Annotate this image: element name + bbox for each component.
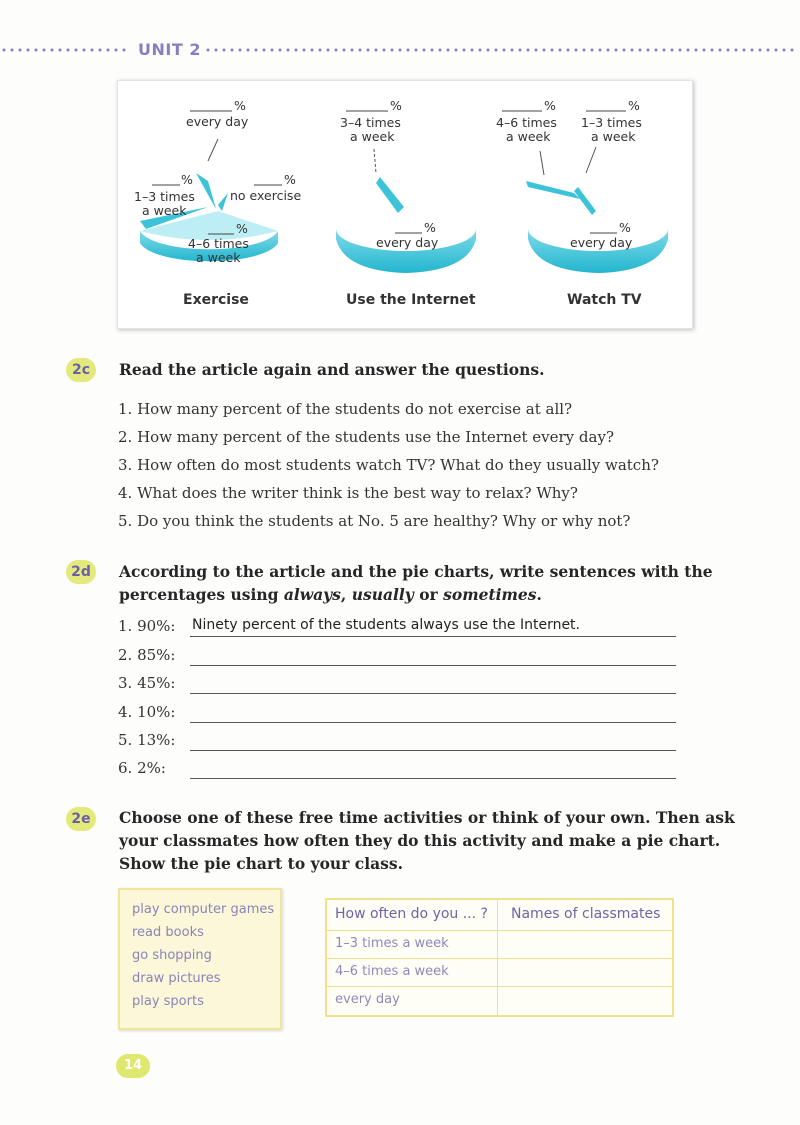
section-2d-title-line1: According to the article and the pie charts, write sentences with the [119, 562, 713, 581]
answer-line-4[interactable] [190, 702, 676, 723]
tv-label-everyday: every day [570, 235, 633, 250]
tv-chart [496, 98, 668, 308]
activity-item: go shopping [132, 948, 212, 963]
internet-pct-everyday: % [424, 220, 436, 235]
table-row [327, 958, 672, 987]
tv-slice-onethree [574, 187, 596, 215]
table-row [327, 986, 672, 1015]
word-usually: usually [351, 585, 414, 604]
tv-label-foursix-b: a week [506, 129, 551, 144]
badge-2e: 2e [66, 807, 96, 831]
internet-leader-threefour [374, 149, 376, 173]
title-comma: , [340, 585, 352, 604]
tv-label-onethree-b: a week [591, 129, 636, 144]
internet-label-threefour-b: a week [350, 129, 395, 144]
internet-slice-threefour [376, 177, 404, 213]
badge-2c: 2c [66, 358, 96, 382]
section-2d-title-line2 [119, 583, 713, 606]
question-4: 4. What does the writer think is the best way to relax? Why? [118, 484, 578, 502]
question-3: 3. How often do most students watch TV? What do they usually watch? [118, 456, 659, 474]
exercise-slice-noexercise [218, 193, 228, 211]
answer-line-6[interactable] [190, 758, 676, 779]
exercise-label-foursix: 4–6 times [188, 236, 249, 251]
title-or: or [413, 585, 444, 604]
table-cell-frequency: every day [335, 992, 400, 1007]
word-always: always [283, 585, 341, 604]
tv-label-onethree: 1–3 times [581, 115, 642, 130]
answer-label-4: 4. 10%: [118, 703, 176, 721]
header-dots-left [0, 48, 128, 52]
table-header-names: Names of classmates [511, 906, 661, 922]
answer-line-3[interactable] [190, 673, 676, 694]
pie-charts-svg [118, 81, 692, 328]
table-cell-frequency: 4–6 times a week [335, 964, 449, 979]
tv-leader-foursix [540, 151, 544, 175]
tv-label-foursix: 4–6 times [496, 115, 557, 130]
exercise-pct-foursix: % [236, 221, 248, 236]
exercise-pct-everyday: % [234, 98, 246, 113]
pie-charts-panel [117, 80, 693, 329]
exercise-label-noexercise: no exercise [230, 188, 302, 203]
activity-item: play computer games [132, 902, 275, 917]
title-end: . [536, 585, 542, 604]
tv-pct-foursix: % [544, 98, 556, 113]
question-5: 5. Do you think the students at No. 5 are healthy? Why or why not? [118, 512, 631, 530]
table-header-frequency: How often do you ... ? [335, 906, 488, 922]
exercise-label-foursix-b: a week [196, 250, 241, 265]
answer-label-1: 1. 90%: [118, 617, 176, 635]
tv-pct-everyday: % [619, 220, 631, 235]
survey-table [325, 898, 674, 1017]
section-2e-title-line2: your classmates how often they do this activity and make a pie chart. [119, 831, 721, 850]
section-2e-title [119, 806, 735, 875]
question-1: 1. How many percent of the students do not exercise at all? [118, 400, 573, 418]
answer-line-5[interactable] [190, 730, 676, 751]
internet-chart [336, 98, 476, 308]
exercise-label-onethree: 1–3 times [134, 189, 195, 204]
section-2e-title-line1: Choose one of these free time activities or think of your own. Then ask [119, 808, 735, 827]
answer-line-2[interactable] [190, 645, 676, 666]
answer-label-2: 2. 85%: [118, 646, 176, 664]
tv-slice-foursix [526, 181, 580, 199]
section-2d-title [119, 560, 713, 606]
internet-title: Use the Internet [346, 292, 476, 308]
table-cell-frequency: 1–3 times a week [335, 936, 449, 951]
unit-label: UNIT 2 [138, 40, 201, 59]
answer-label-3: 3. 45%: [118, 674, 176, 692]
internet-label-everyday: every day [376, 235, 439, 250]
answer-label-6: 6. 2%: [118, 759, 166, 777]
internet-pct-threefour: % [390, 98, 402, 113]
exercise-slice-everyday [196, 173, 216, 209]
section-2c-title: Read the article again and answer the questions. [119, 360, 545, 379]
exercise-label-onethree-b: a week [142, 203, 187, 218]
exercise-title: Exercise [183, 292, 249, 308]
exercise-pct-onethree: % [181, 172, 193, 187]
section-2e-title-line3: Show the pie chart to your class. [119, 854, 403, 873]
tv-leader-onethree [586, 147, 596, 173]
exercise-label-everyday: every day [186, 114, 249, 129]
page-number: 14 [116, 1054, 150, 1078]
activity-item: play sports [132, 994, 204, 1009]
answer-text-1: Ninety percent of the students always use the Internet. [192, 617, 581, 633]
question-2: 2. How many percent of the students use the Internet every day? [118, 428, 614, 446]
tv-title: Watch TV [567, 292, 642, 308]
header-dots-right [204, 48, 794, 52]
tv-pct-onethree: % [628, 98, 640, 113]
title-text-a: percentages using [119, 585, 284, 604]
answer-label-5: 5. 13%: [118, 731, 176, 749]
exercise-chart [134, 98, 301, 308]
badge-2d: 2d [66, 560, 96, 584]
exercise-pct-noexercise: % [284, 172, 296, 187]
activities-box [118, 888, 282, 1030]
table-row [327, 930, 672, 959]
activity-item: read books [132, 925, 204, 940]
activity-item: draw pictures [132, 971, 221, 986]
internet-label-threefour: 3–4 times [340, 115, 401, 130]
word-sometimes: sometimes [443, 585, 537, 604]
exercise-leader-everyday [208, 139, 218, 161]
